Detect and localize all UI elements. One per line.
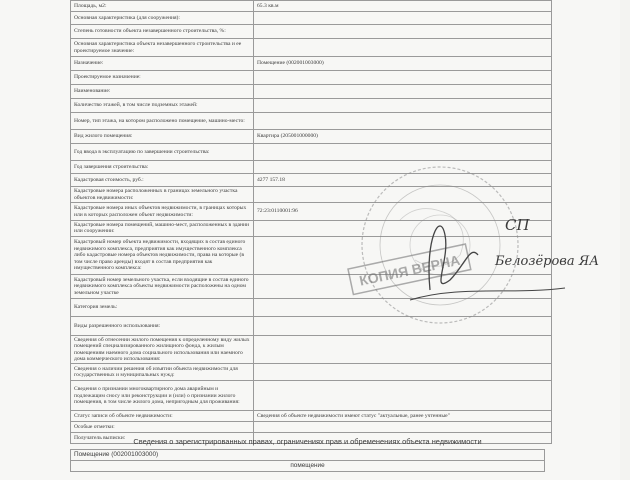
row-value — [254, 71, 552, 85]
table-row — [71, 236, 552, 274]
row-label: Основная характеристика объекта незавершенного строительства и ее проектируемое значение: — [71, 39, 254, 57]
table-row — [71, 85, 552, 99]
row-value — [254, 298, 552, 316]
row-value — [254, 364, 552, 381]
row-label: Год ввода в эксплуатацию по завершении строительства: — [71, 144, 254, 161]
row-label: Назначение: — [71, 57, 254, 71]
row-value: Квартира (205001000000) — [254, 130, 552, 144]
rights-object-name: Помещение (002001003000) — [71, 450, 545, 461]
row-value: Помещение (002001003000) — [254, 57, 552, 71]
row-value — [254, 236, 552, 274]
row-label: Кадастровая стоимость, руб.: — [71, 174, 254, 187]
table-row — [71, 450, 545, 461]
row-label: Кадастровые номера иных объектов недвижимости, в границах которых или в которых расположен объект недвижимости: — [71, 203, 254, 221]
row-label: Степень готовности объекта незавершенного строительства, %: — [71, 25, 254, 39]
table-row — [71, 187, 552, 203]
row-value — [254, 39, 552, 57]
table-row — [71, 298, 552, 316]
table-row — [71, 144, 552, 161]
row-label: Кадастровые номера расположенных в границах земельного участка объектов недвижимости: — [71, 187, 254, 203]
row-label: Проектируемое назначение: — [71, 71, 254, 85]
svg-text:КОПИЯ ВЕРНА: КОПИЯ ВЕРНА — [357, 251, 462, 289]
row-value — [254, 274, 552, 298]
row-value — [254, 85, 552, 99]
table-row — [71, 274, 552, 298]
row-label: Количество этажей, в том числе подземных этажей: — [71, 99, 254, 113]
table-row — [71, 130, 552, 144]
table-row — [71, 57, 552, 71]
row-value — [254, 422, 552, 433]
svg-text:Белозёрова ЯА: Белозёрова ЯА — [495, 254, 600, 269]
rights-object-purpose: помещение — [71, 461, 545, 472]
row-value — [254, 187, 552, 203]
rights-section-title: Сведения о зарегистрированных правах, ограничениях прав и обременениях объекта недвижимости — [133, 437, 482, 446]
row-value: Сведения об объекте недвижимости имеют статус "актуальные, ранее учтенные" — [254, 411, 552, 422]
table-row — [71, 203, 552, 221]
table-row — [71, 335, 552, 364]
table-row — [71, 161, 552, 174]
table-row — [71, 221, 552, 237]
row-label: Наименование: — [71, 85, 254, 99]
row-value: 72:23:0110001:96 — [254, 203, 552, 221]
row-value: 65.3 кв.м — [254, 1, 552, 12]
row-label: Основная характеристика (для сооружения): — [71, 12, 254, 25]
row-label: Особые отметки: — [71, 422, 254, 433]
table-row — [71, 71, 552, 85]
row-value — [254, 25, 552, 39]
row-label: Кадастровые номера помещений, машино-мест, расположенных в здании или сооружении: — [71, 221, 254, 237]
table-row — [71, 461, 545, 472]
row-label: Сведения о наличии решения об изъятии объекта недвижимости для государственных и муниципальных нужд: — [71, 364, 254, 381]
table-row — [71, 316, 552, 335]
table-row — [71, 174, 552, 187]
row-label: Сведения о признании многоквартирного дома аварийным и подлежащим сносу или реконструкции и (или) о признании жилого помещения, в том числе жилого дома, непригодным для проживания: — [71, 381, 254, 411]
row-value — [254, 99, 552, 113]
table-row — [71, 422, 552, 433]
row-label: Получатель выписки: — [71, 433, 254, 444]
table-row — [71, 1, 552, 12]
svg-text:СП: СП — [505, 216, 530, 234]
row-label: Год завершения строительства: — [71, 161, 254, 174]
row-label: Сведения об отнесении жилого помещения к определенному виду жилых помещений специализированного жилищного фонда, к жилым помещениям наемного дома социального использования или наемного дома коммерческого использования: — [71, 335, 254, 364]
row-label: Категория земель: — [71, 298, 254, 316]
table-row — [71, 364, 552, 381]
row-value: 4277 157.18 — [254, 174, 552, 187]
table-row — [71, 411, 552, 422]
row-label: Кадастровый номер земельного участка, если входящие в состав единого недвижимого комплекса объекты недвижимости расположены на одном земельном участке — [71, 274, 254, 298]
row-value — [254, 221, 552, 237]
table-row — [71, 113, 552, 130]
row-label: Виды разрешенного использования: — [71, 316, 254, 335]
row-value — [254, 316, 552, 335]
row-label: Номер, тип этажа, на котором расположено помещение, машино-место: — [71, 113, 254, 130]
row-value — [254, 144, 552, 161]
rights-table — [70, 449, 545, 472]
table-row — [71, 39, 552, 57]
row-label: Вид жилого помещения: — [71, 130, 254, 144]
property-details-table — [70, 0, 552, 444]
table-row — [71, 381, 552, 411]
row-label: Кадастровый номер объекта недвижимости, входящих в состав единого недвижимого комплекса, предприятия как имущественного комплекса либо кадастровые номера объектов недвижимости, права на которые (в том числе право аренды) входят в состав предприятия как имущественного комплекса: — [71, 236, 254, 274]
row-label: Площадь, м2: — [71, 1, 254, 12]
table-row — [71, 12, 552, 25]
row-value — [254, 113, 552, 130]
row-value — [254, 335, 552, 364]
row-value — [254, 161, 552, 174]
row-label: Статус записи об объекте недвижимости: — [71, 411, 254, 422]
table-row — [71, 25, 552, 39]
row-value — [254, 381, 552, 411]
row-value — [254, 12, 552, 25]
table-row — [71, 99, 552, 113]
